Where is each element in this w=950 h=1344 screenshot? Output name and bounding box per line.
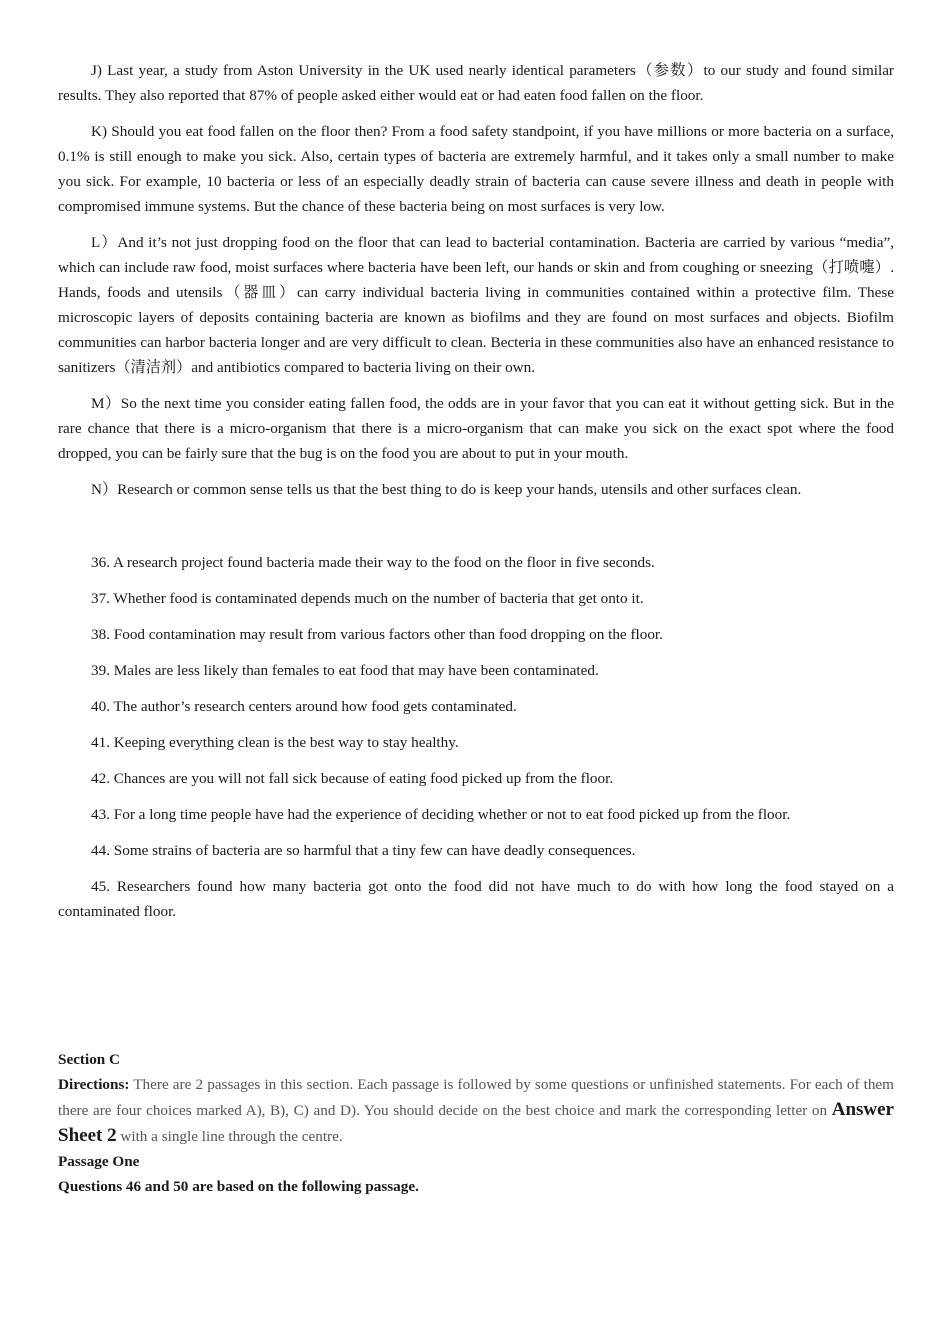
question-38: 38. Food contamination may result from various factors other than food dropping on the floor. (91, 626, 663, 643)
answer-sheet-label: Answer Sheet 2 (58, 1099, 894, 1146)
question-45: 45. Researchers found how many bacteria got onto the food did not have much to do with how long the food stayed on a contaminated floor. (58, 878, 894, 920)
spacer (58, 513, 894, 550)
passage-title: Passage One (58, 1153, 140, 1170)
question-43: 43. For a long time people have had the experience of deciding whether or not to eat food picked up from the floor. (91, 806, 791, 823)
question-41: 41. Keeping everything clean is the best way to stay healthy. (91, 734, 459, 751)
section-c (58, 1047, 894, 1199)
passage-intro: Questions 46 and 50 are based on the following passage. (58, 1178, 419, 1195)
section-title: Section C (58, 1051, 121, 1068)
directions (58, 1072, 894, 1149)
paragraph-j: J) Last year, a study from Aston University in the UK used nearly identical parameters（参数）to our study and found similar results. They also reported that 87% of people asked either would eat or had eaten food fallen on the floor. (58, 62, 894, 104)
question-39: 39. Males are less likely than females to eat food that may have been contaminated. (91, 662, 599, 679)
directions-label: Directions: (58, 1076, 130, 1093)
spacer (58, 935, 894, 1047)
directions-text: There are 2 passages in this section. Each passage is followed by some questions or unfinished statements. For each of them there are four choices marked A), B), C) and D). You should decide on the best choice and mark the corresponding letter on (58, 1076, 894, 1119)
paragraph-k: K) Should you eat food fallen on the floor then? From a food safety standpoint, if you have millions or more bacteria on a surface, 0.1% is still enough to make you sick. Also, certain types of bacteria are extremely harmful, and it takes only a small number to make you sick. For example, 10 bacteria or less of an especially deadly strain of bacteria can cause severe illness and death in people with compromised immune systems. But the chance of these bacteria being on most surfaces is very low. (58, 123, 894, 215)
question-list (58, 550, 894, 924)
question-44: 44. Some strains of bacteria are so harmful that a tiny few can have deadly consequences. (91, 842, 636, 859)
document-page (58, 58, 894, 1199)
question-42: 42. Chances are you will not fall sick because of eating food picked up from the floor. (91, 770, 614, 787)
paragraph-m: M）So the next time you consider eating fallen food, the odds are in your favor that you can eat it without getting sick. But in the rare chance that there is a micro-organism that there is a micro-organism that can make you sick on the exact spot where the food dropped, you can be fairly sure that the bug is on the food you are about to put in your mouth. (58, 395, 894, 462)
question-37: 37. Whether food is contaminated depends much on the number of bacteria that get onto it. (91, 590, 644, 607)
paragraph-n: N）Research or common sense tells us that the best thing to do is keep your hands, utensils and other surfaces clean. (91, 481, 802, 498)
directions-end: with a single line through the centre. (116, 1128, 343, 1145)
question-36: 36. A research project found bacteria made their way to the food on the floor in five seconds. (91, 554, 655, 571)
paragraph-l: L）And it’s not just dropping food on the floor that can lead to bacterial contamination. Bacteria are carried by various “media”, which can include raw food, moist surfaces where bacteria have been left, our hands or skin and from coughing or sneezing（打喷嚏）. Hands, foods and utensils（器皿）can carry individual bacteria living in communities contained within a protective film. These microscopic layers of deposits containing bacteria are known as biofilms and they are found on most surfaces and objects. Biofilm communities can harbor bacteria longer and are very difficult to clean. Becteria in these communities also have an enhanced resistance to sanitizers（清洁剂）and antibiotics compared to bacteria living on their own. (58, 234, 894, 376)
question-40: 40. The author’s research centers around how food gets contaminated. (91, 698, 517, 715)
